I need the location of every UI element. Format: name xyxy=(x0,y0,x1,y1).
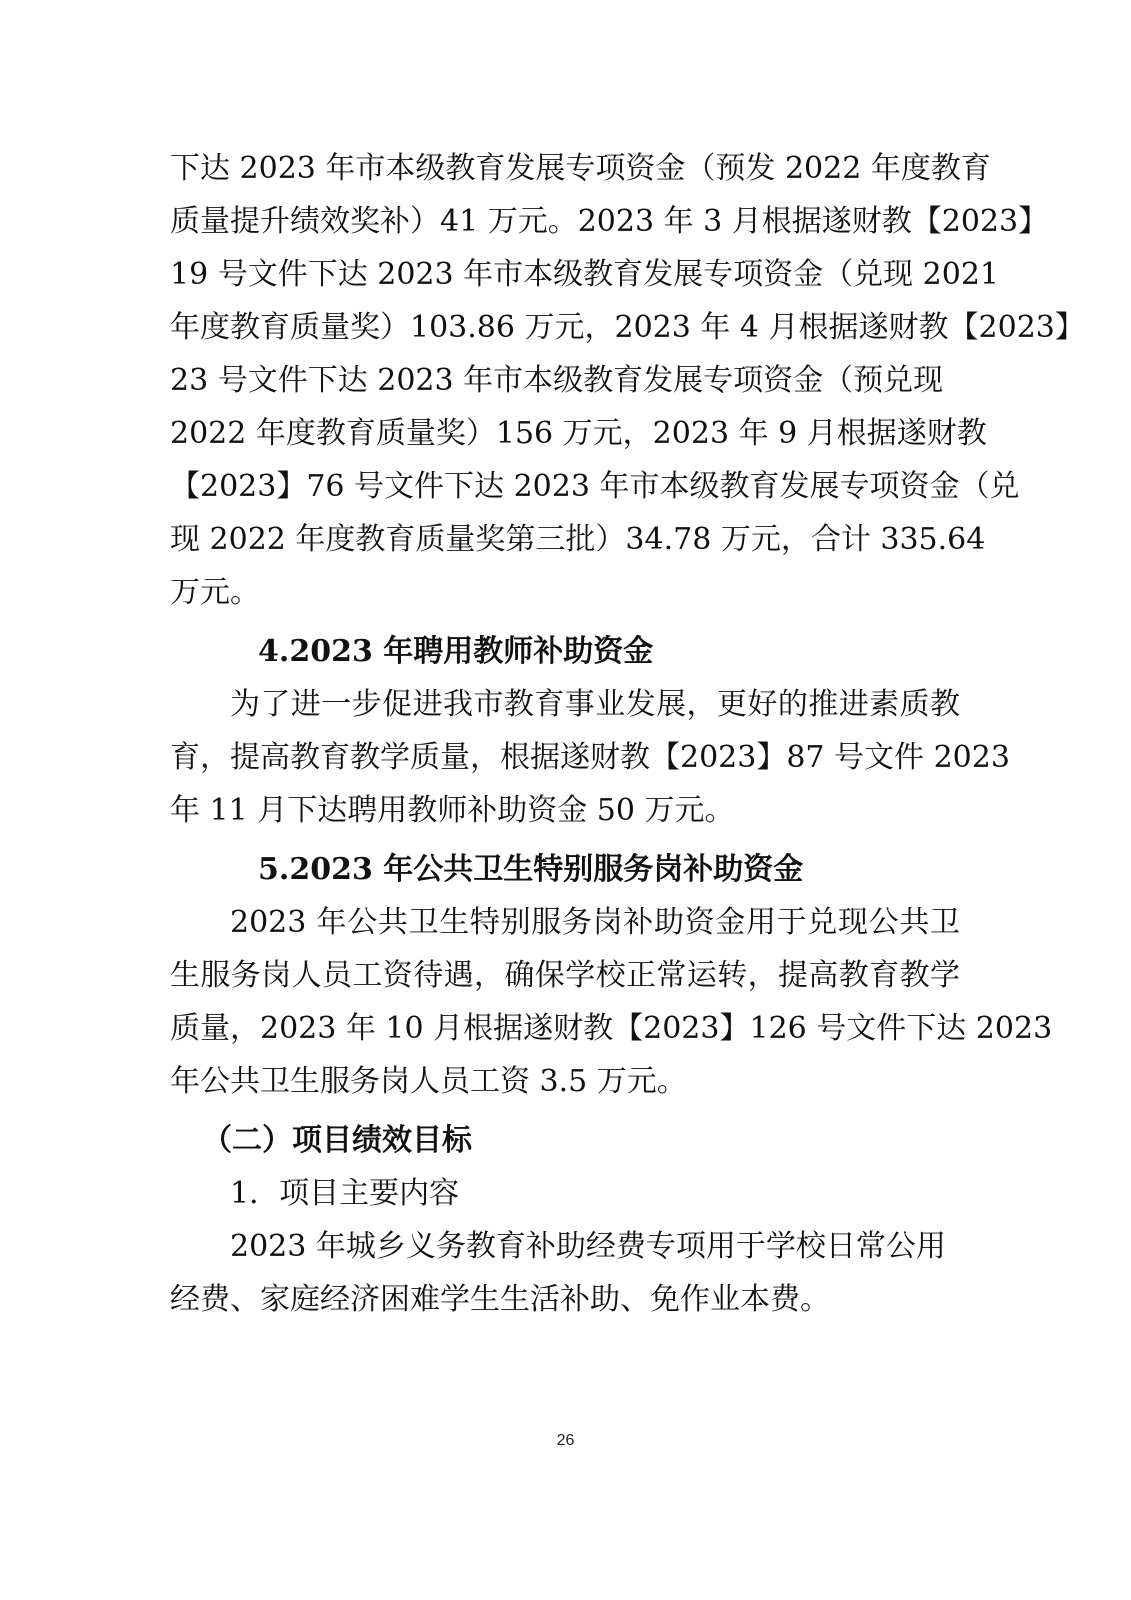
paragraph-line: 生服务岗人员工资待遇，确保学校正常运转，提高教育教学 xyxy=(170,958,960,993)
paragraph-line: 现 2022 年度教育质量奖第三批）34.78 万元，合计 335.64 xyxy=(170,522,986,557)
paragraph-line: 2022 年度教育质量奖）156 万元，2023 年 9 月根据遂财教 xyxy=(170,416,987,451)
section-heading: 5.2023 年公共卫生特别服务岗补助资金 xyxy=(258,852,804,887)
paragraph-line: 为了进一步促进我市教育事业发展，更好的推进素质教 xyxy=(230,687,960,722)
paragraph-line: 万元。 xyxy=(170,575,260,610)
paragraph-line: 23 号文件下达 2023 年市本级教育发展专项资金（预兑现 xyxy=(170,363,944,398)
paragraph-line: 2023 年城乡义务教育补助经费专项用于学校日常公用 xyxy=(230,1229,946,1264)
subsection-heading: 1．项目主要内容 xyxy=(230,1176,460,1211)
paragraph-line: 年公共卫生服务岗人员工资 3.5 万元。 xyxy=(170,1064,687,1099)
paragraph-line: 19 号文件下达 2023 年市本级教育发展专项资金（兑现 2021 xyxy=(170,257,1000,292)
paragraph-line: 质量，2023 年 10 月根据遂财教【2023】126 号文件下达 2023 xyxy=(170,1011,1053,1046)
section-heading: 4.2023 年聘用教师补助资金 xyxy=(258,634,654,669)
section-heading: （二）项目绩效目标 xyxy=(202,1123,472,1158)
paragraph-line: 【2023】76 号文件下达 2023 年市本级教育发展专项资金（兑 xyxy=(170,469,1020,504)
paragraph-line: 育，提高教育教学质量，根据遂财教【2023】87 号文件 2023 xyxy=(170,740,1010,775)
paragraph-line: 经费、家庭经济困难学生生活补助、免作业本费。 xyxy=(170,1282,830,1317)
paragraph-line: 年 11 月下达聘用教师补助资金 50 万元。 xyxy=(170,793,735,828)
paragraph-line: 年度教育质量奖）103.86 万元，2023 年 4 月根据遂财教【2023】 xyxy=(170,310,1085,345)
paragraph-line: 2023 年公共卫生特别服务岗补助资金用于兑现公共卫 xyxy=(230,905,960,940)
paragraph-line: 下达 2023 年市本级教育发展专项资金（预发 2022 年度教育 xyxy=(170,151,991,186)
paragraph-line: 质量提升绩效奖补）41 万元。2023 年 3 月根据遂财教【2023】 xyxy=(170,204,1049,239)
document-body xyxy=(170,142,1085,1326)
page-number: 26 xyxy=(556,1432,575,1449)
